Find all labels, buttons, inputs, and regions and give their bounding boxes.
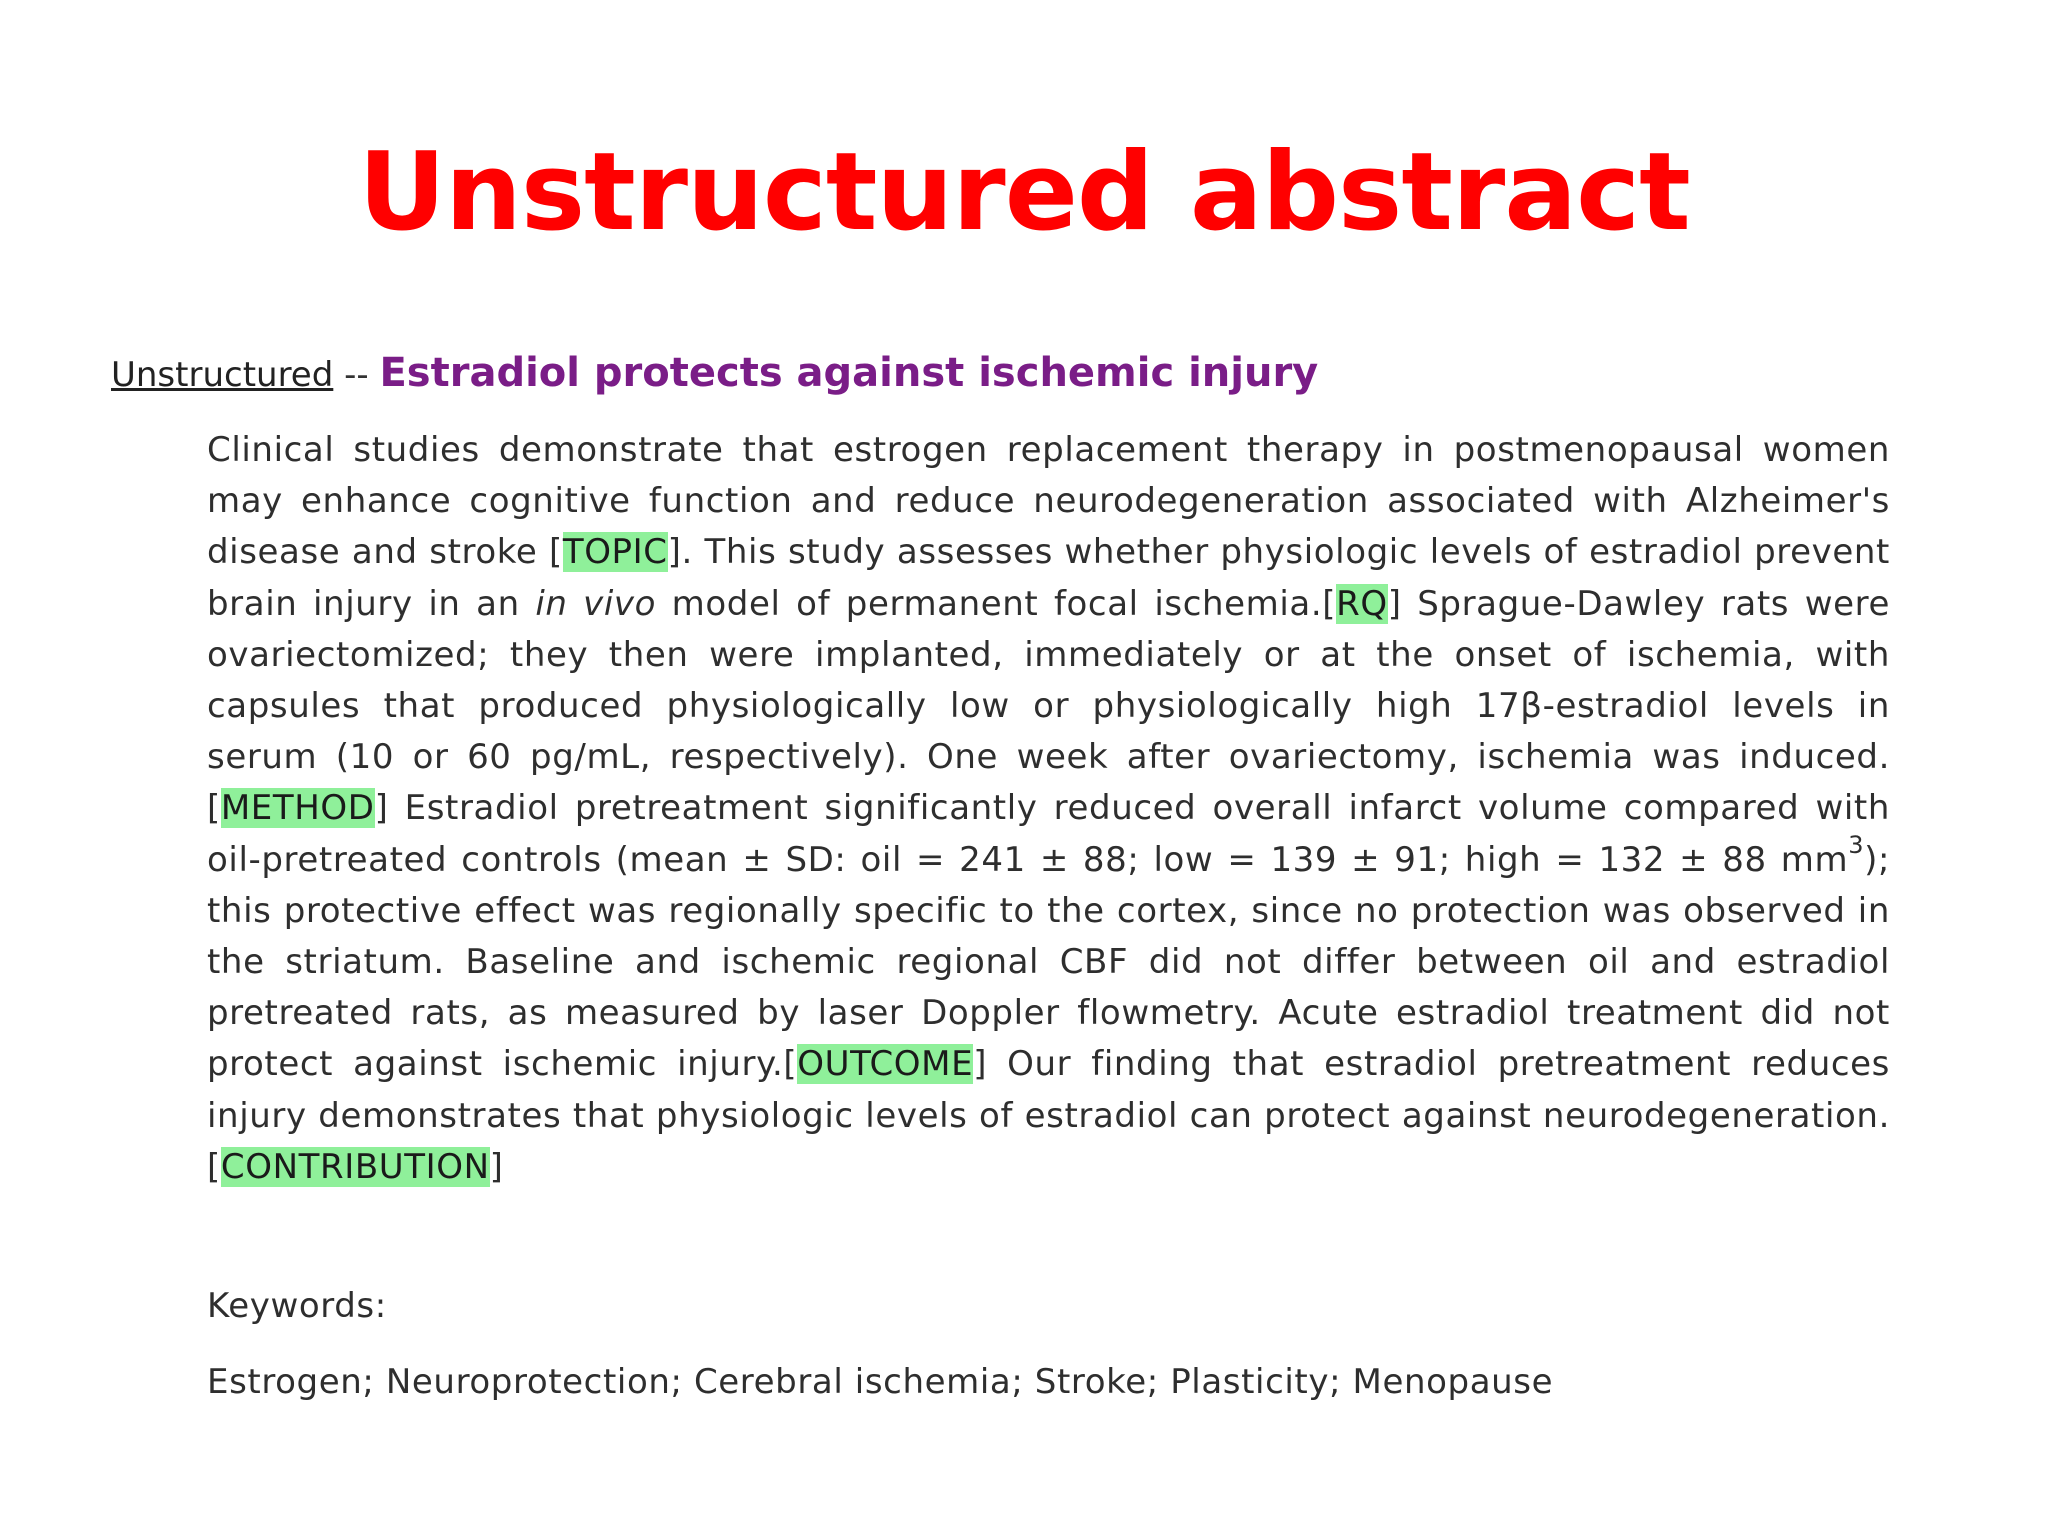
heading-separator: -- (333, 355, 380, 395)
abstract-body (207, 425, 1890, 1193)
tag-method: METHOD (220, 788, 375, 829)
abstract-text-2a: ]. This study assesses whether physiologic levels of estradiol prevent brain injury in an (207, 532, 1890, 624)
tag-topic: TOPIC (562, 532, 668, 573)
abstract-type-label: Unstructured (111, 355, 334, 395)
abstract-title: Estradiol protects against ischemic injury (379, 350, 1319, 396)
keywords-list: Estrogen; Neuroprotection; Cerebral ischemia; Stroke; Plasticity; Menopause (207, 1362, 1554, 1402)
abstract-text-5: ] Our finding that estradiol pretreatment reduces injury demonstrates that physiologic levels of estradiol can protect against neurodegeneration. [ (207, 1044, 1890, 1187)
slide-title: Unstructured abstract (358, 130, 1690, 255)
abstract-text-italic: in vivo (535, 583, 657, 624)
abstract-text-2b: model of permanent focal ischemia.[ (656, 583, 1337, 624)
abstract-text-6: ] (489, 1146, 504, 1187)
abstract-heading (111, 350, 1318, 396)
abstract-text-4b: ); this protective effect was regionally specific to the cortex, since no protection was observed in the striatum. Baseline and ischemic regional CBF did not differ between oil and estradiol pretreated rats, as measured by laser Doppler flowmetry. Acute estradiol treatment did not protect against ischemic injury.[ (207, 839, 1890, 1085)
superscript-3: 3 (1848, 830, 1865, 859)
tag-outcome: OUTCOME (797, 1044, 974, 1085)
abstract-text-1: Clinical studies demonstrate that estrogen replacement therapy in postmenopausal women may enhance cognitive function and reduce neurodegeneration associated with Alzheimer's disease and stroke [ (207, 430, 1890, 573)
abstract-text-4a: ] Estradiol pretreatment significantly reduced overall infarct volume compared with oil-pretreated controls (mean ± SD: oil = 241 ± 88; low = 139 ± 91; high = 132 ± 88 mm (207, 788, 1890, 880)
abstract-text-3: ] Sprague-Dawley rats were ovariectomized; they then were implanted, immediately or at the onset of ischemia, with capsules that produced physiologically low or physiologically high 17β-estradiol levels in serum (10 or 60 pg/mL, respectively). One week after ovariectomy, ischemia was induced. [ (207, 583, 1890, 829)
tag-rq: RQ (1336, 583, 1388, 624)
keywords-label: Keywords: (207, 1286, 387, 1326)
tag-contribution: CONTRIBUTION (220, 1146, 490, 1187)
